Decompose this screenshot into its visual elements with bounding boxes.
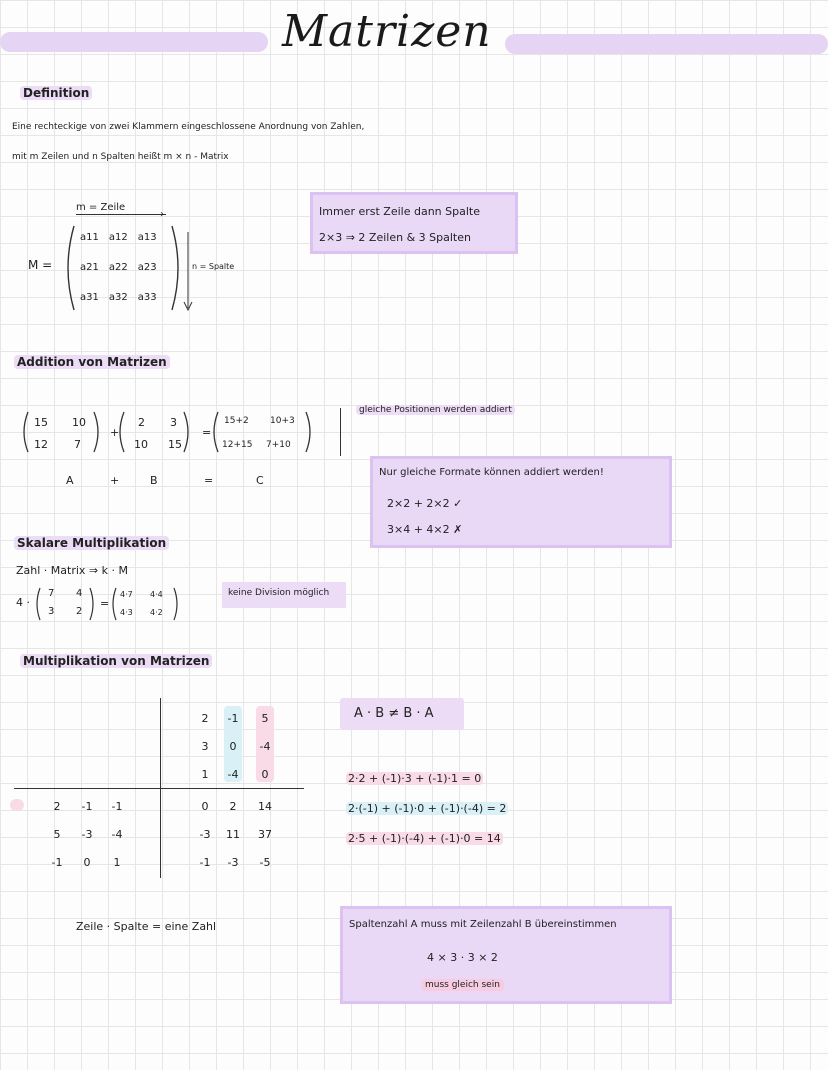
col-label: n = Spalte: [192, 262, 235, 271]
C-cell: 2: [229, 800, 237, 813]
scalar-formula: Zahl · Matrix ⇒ k · M: [16, 564, 128, 577]
title-highlight-left: [0, 32, 268, 52]
B-cell: 3: [201, 740, 209, 753]
matrix-entry: a13: [137, 232, 157, 243]
calc-line2: 2·(-1) + (-1)·0 + (-1)·(-4) = 2: [348, 802, 507, 815]
matrix-entries: [80, 232, 180, 322]
equals-sign: =: [202, 426, 212, 439]
mult-box-line2: 4 × 3 · 3 × 2: [427, 951, 498, 964]
mult-box-line3: muss gleich sein: [421, 979, 504, 991]
A-cell: -3: [81, 828, 93, 841]
matrix-label: M =: [28, 258, 53, 272]
A-cell: -1: [51, 856, 63, 869]
scalar-factor: 4 ·: [16, 596, 30, 609]
matrix-entry: a21: [80, 262, 99, 273]
matrix-B-d: 15: [168, 438, 182, 451]
C-cell: 37: [258, 828, 272, 841]
addition-box-line3: 3×4 + 4×2 ✗: [387, 523, 463, 536]
scalar-note-box: [222, 582, 346, 608]
row-arrow: [76, 214, 166, 215]
B-cell: 0: [229, 740, 237, 753]
addition-box-line1: Nur gleiche Formate können addiert werden!: [379, 467, 604, 478]
A-cell: -4: [111, 828, 123, 841]
label-B: B: [150, 474, 158, 487]
matrix-C-d: 7+10: [266, 440, 291, 450]
multiplication-caption: Zeile · Spalte = eine Zahl: [76, 920, 217, 933]
A-cell: 5: [53, 828, 61, 841]
calc-line3: 2·5 + (-1)·(-4) + (-1)·0 = 14: [348, 832, 501, 845]
row-arrow-head-icon: ›: [160, 209, 164, 220]
matrix-entry: a31: [80, 292, 99, 303]
rule-line1: Immer erst Zeile dann Spalte: [319, 205, 480, 218]
definition-line2: mit m Zeilen und n Spalten heißt m × n - Matrix: [12, 152, 229, 162]
matrix-A-d: 7: [74, 438, 81, 451]
matrix-C-b: 10+3: [270, 416, 295, 426]
B-cell: -4: [227, 768, 239, 781]
label-C: C: [256, 474, 264, 487]
scalar-M-a: 7: [48, 588, 55, 599]
scalar-heading: Skalare Multiplikation: [14, 536, 169, 550]
C-cell: -3: [199, 828, 211, 841]
addition-note: gleiche Positionen werden addiert: [356, 405, 515, 415]
matrix-C-a: 15+2: [224, 416, 249, 426]
page-title: Matrizen: [282, 6, 492, 57]
A-cell: -1: [111, 800, 123, 813]
matrix-C-c: 12+15: [222, 440, 253, 450]
B-cell: 1: [201, 768, 209, 781]
matrix-row: [80, 262, 180, 292]
B-cell: 5: [261, 712, 269, 725]
A-cell: 0: [83, 856, 91, 869]
row-marker: [10, 799, 24, 811]
scalar-R-c: 4·3: [120, 608, 133, 617]
falk-horizontal: [14, 788, 304, 789]
definition-heading: Definition: [20, 86, 92, 100]
label-A: A: [66, 474, 74, 487]
matrix-entry: a11: [80, 232, 99, 243]
title-highlight-right: [505, 34, 828, 54]
noncommutative-text: A · B ≠ B · A: [354, 706, 434, 721]
scalar-R-d: 4·2: [150, 608, 163, 617]
C-cell: 11: [226, 828, 240, 841]
matrix-B-a: 2: [138, 416, 145, 429]
A-cell: 1: [113, 856, 121, 869]
label-eq: =: [204, 474, 214, 487]
addition-box: [370, 456, 672, 548]
rule-box: [310, 192, 518, 254]
scalar-M-d: 2: [76, 606, 83, 617]
multiplication-box: [340, 906, 672, 1004]
calc-line1: 2·2 + (-1)·3 + (-1)·1 = 0: [348, 772, 482, 785]
addition-box-line2: 2×2 + 2×2 ✓: [387, 497, 463, 510]
C-cell: -5: [259, 856, 271, 869]
matrix-entry: a12: [108, 232, 128, 243]
matrix-row: [80, 232, 180, 262]
matrix-entry: a22: [108, 262, 128, 273]
addition-heading: Addition von Matrizen: [14, 355, 170, 369]
matrix-B-c: 10: [134, 438, 148, 451]
C-cell: -1: [199, 856, 211, 869]
divider: [340, 408, 341, 456]
multiplication-heading: Multiplikation von Matrizen: [20, 654, 212, 668]
B-cell: 0: [261, 768, 269, 781]
scalar-R-b: 4·4: [150, 590, 163, 599]
scalar-M-c: 3: [48, 606, 55, 617]
matrix-entry: a33: [137, 292, 157, 303]
matrix-A-c: 12: [34, 438, 48, 451]
matrix-B-b: 3: [170, 416, 177, 429]
matrix-A-a: 15: [34, 416, 48, 429]
mult-box-line1: Spaltenzahl A muss mit Zeilenzahl B übereinstimmen: [349, 919, 617, 930]
A-cell: -1: [81, 800, 93, 813]
matrix-A-b: 10: [72, 416, 86, 429]
scalar-note: keine Division möglich: [228, 588, 330, 598]
B-cell: 2: [201, 712, 209, 725]
C-cell: 0: [201, 800, 209, 813]
matrix-entry: a23: [137, 262, 157, 273]
noncommutative-box: [340, 698, 464, 730]
scalar-M-b: 4: [76, 588, 83, 599]
A-cell: 2: [53, 800, 61, 813]
definition-line1: Eine rechteckige von zwei Klammern eingeschlossene Anordnung von Zahlen,: [12, 122, 365, 132]
matrix-row: [80, 292, 180, 322]
label-plus: +: [110, 474, 120, 487]
B-cell: -4: [259, 740, 271, 753]
scalar-eq: =: [100, 597, 110, 610]
B-cell: -1: [227, 712, 239, 725]
rule-line2: 2×3 ⇒ 2 Zeilen & 3 Spalten: [319, 231, 471, 244]
C-cell: -3: [227, 856, 239, 869]
plus-sign: +: [110, 426, 120, 439]
C-cell: 14: [258, 800, 272, 813]
row-label: m = Zeile: [76, 202, 126, 213]
matrix-entry: a32: [108, 292, 128, 303]
scalar-R-a: 4·7: [120, 590, 133, 599]
